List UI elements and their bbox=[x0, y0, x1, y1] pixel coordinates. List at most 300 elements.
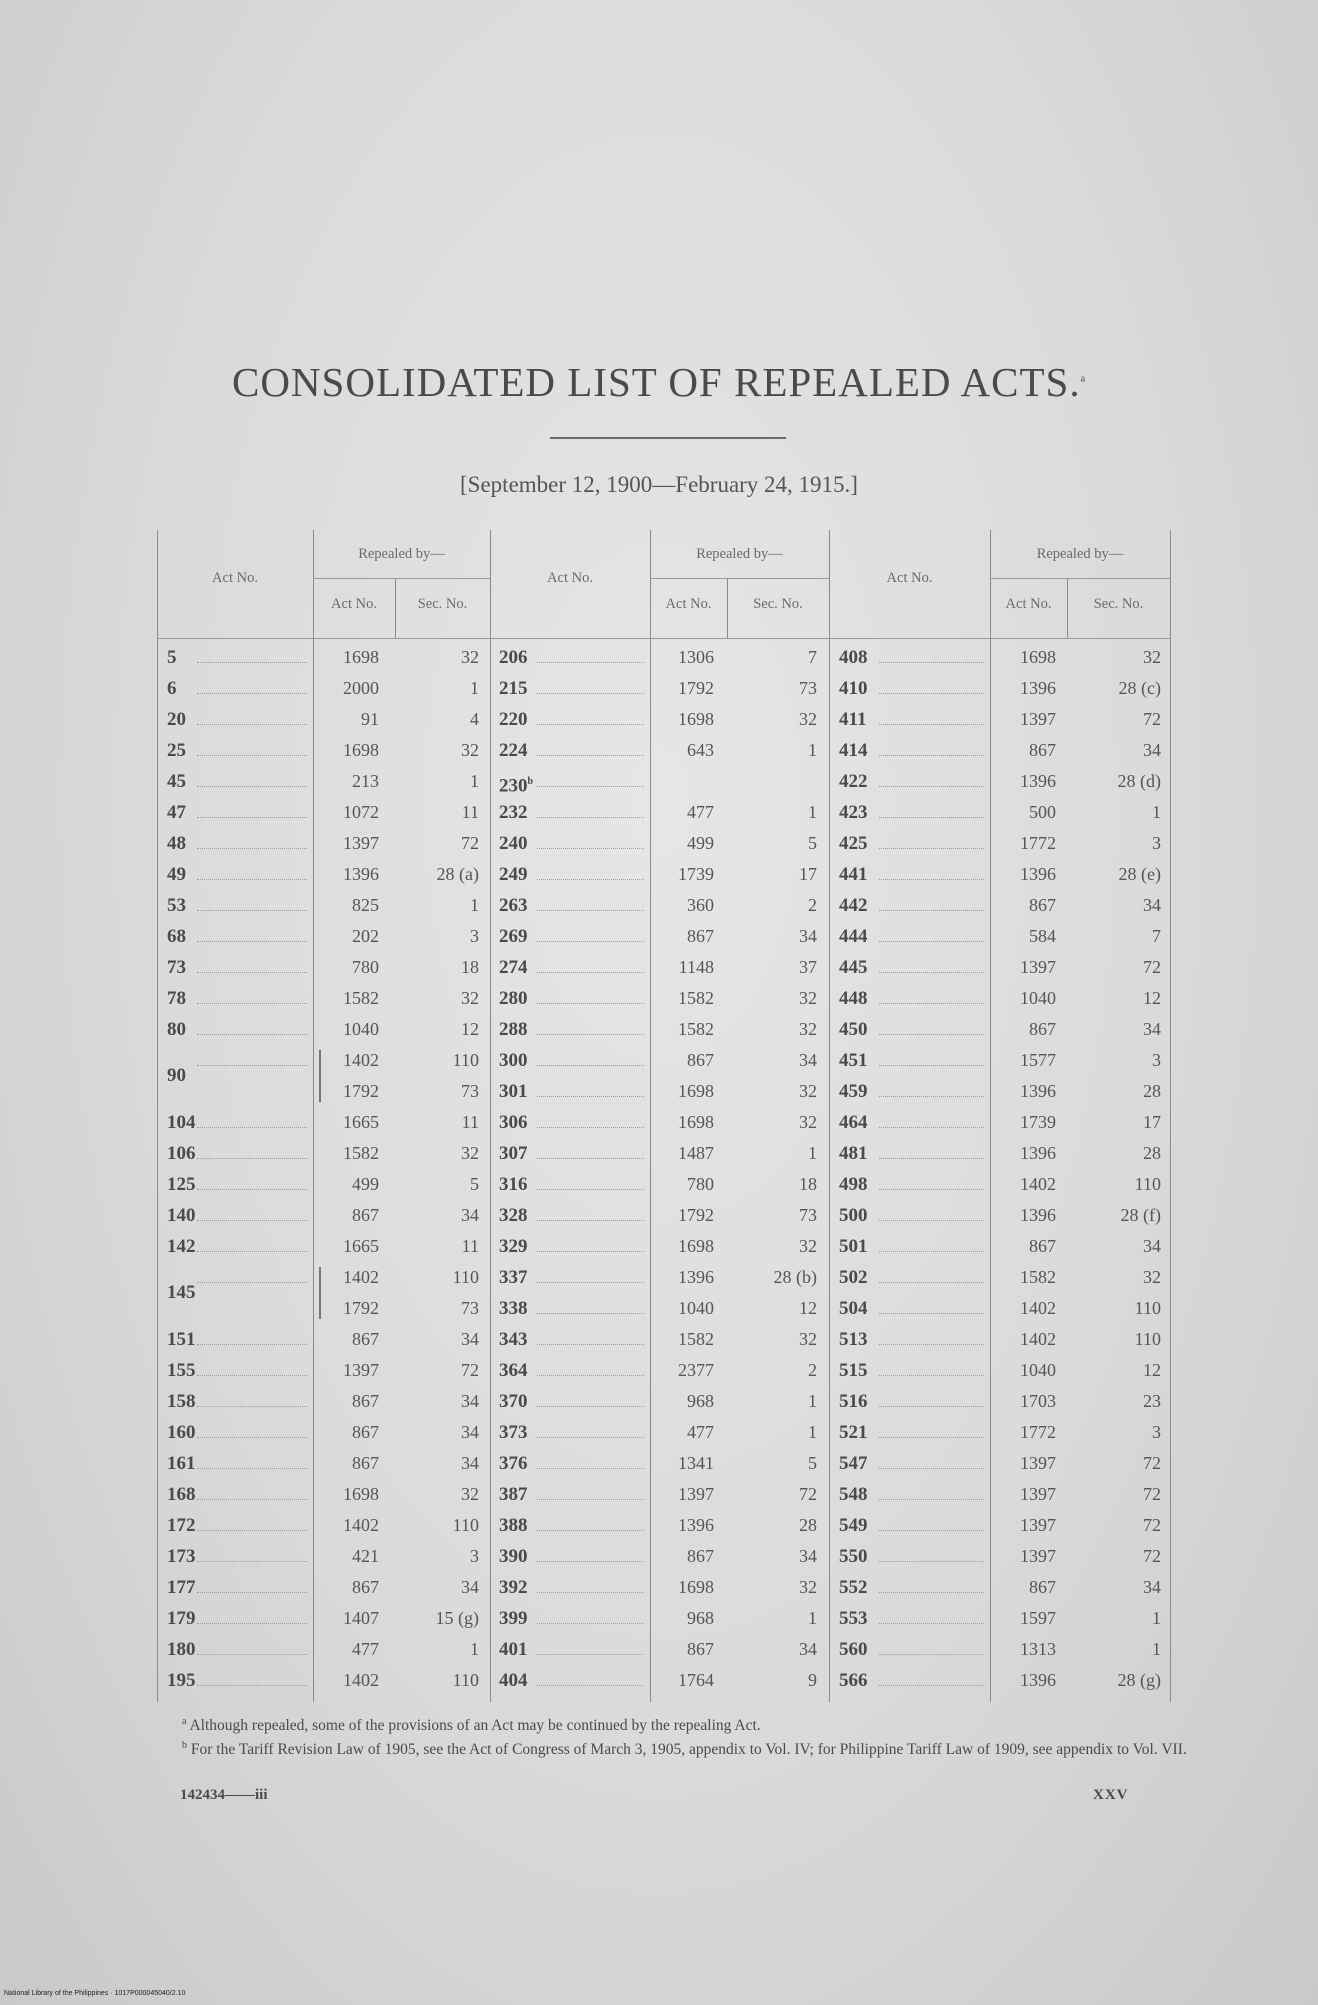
repealing-act-number bbox=[650, 1107, 714, 1138]
header-act-no: Act No. bbox=[547, 570, 593, 586]
cell-text: 553 bbox=[839, 1608, 868, 1629]
repealing-act-number bbox=[650, 921, 714, 952]
act-number bbox=[167, 1510, 307, 1541]
act-number bbox=[167, 1107, 307, 1138]
cell-text: 34 bbox=[461, 1205, 479, 1225]
cell-text: 364 bbox=[499, 1360, 528, 1381]
cell-text: 28 (a) bbox=[436, 864, 479, 884]
act-number bbox=[499, 1448, 644, 1479]
cell-text: 125 bbox=[167, 1174, 196, 1195]
cell-text: 3 bbox=[470, 1546, 479, 1566]
section-number bbox=[395, 983, 479, 1014]
cell-text: 481 bbox=[839, 1143, 868, 1164]
cell-text: 550 bbox=[839, 1546, 868, 1567]
act-number bbox=[839, 1014, 984, 1045]
cell-text: 5 bbox=[470, 1174, 479, 1194]
repealing-act-number bbox=[990, 1107, 1056, 1138]
repealing-act-number bbox=[650, 828, 714, 859]
act-number bbox=[839, 1045, 984, 1076]
section-number bbox=[727, 1076, 817, 1107]
act-number bbox=[839, 1448, 984, 1479]
cell-text: 399 bbox=[499, 1608, 528, 1629]
cell-text: 6 bbox=[167, 678, 177, 699]
header-rep-act-no: Act No. bbox=[665, 596, 712, 612]
footnote-text: Although repealed, some of the provisions of an Act may be continued by the repealing Act. bbox=[189, 1717, 761, 1735]
table-row bbox=[157, 1076, 1171, 1107]
cell-text: 32 bbox=[799, 1081, 817, 1101]
act-number bbox=[499, 1386, 644, 1417]
repealing-act-number bbox=[990, 1076, 1056, 1107]
cell-text: 28 (g) bbox=[1117, 1670, 1161, 1690]
cell-text: 32 bbox=[799, 1329, 817, 1349]
act-number bbox=[167, 828, 307, 859]
section-number bbox=[1067, 859, 1161, 890]
cell-text: 28 bbox=[799, 1515, 817, 1535]
cell-text: 142 bbox=[167, 1236, 196, 1257]
table-row bbox=[157, 1355, 1171, 1386]
cell-text: 73 bbox=[461, 1081, 479, 1101]
cell-text: 34 bbox=[461, 1453, 479, 1473]
act-number bbox=[167, 1076, 307, 1107]
section-number bbox=[727, 1262, 817, 1293]
repealing-act-number bbox=[990, 1634, 1056, 1665]
cell-text: 867 bbox=[352, 1453, 379, 1473]
repealing-act-number bbox=[650, 1076, 714, 1107]
cell-text: 459 bbox=[839, 1081, 868, 1102]
cell-text: 1397 bbox=[1020, 709, 1056, 729]
act-number bbox=[839, 766, 984, 797]
cell-text: 1772 bbox=[1020, 1422, 1056, 1442]
header-sec-no: Sec. No. bbox=[417, 596, 468, 612]
table-rule bbox=[650, 578, 829, 579]
cell-text: 249 bbox=[499, 864, 528, 885]
act-number bbox=[167, 859, 307, 890]
act-number bbox=[167, 704, 307, 735]
repealing-act-number bbox=[990, 797, 1056, 828]
repealing-act-number bbox=[313, 1262, 379, 1293]
act-number bbox=[839, 1231, 984, 1262]
act-number bbox=[839, 735, 984, 766]
cell-text: 1341 bbox=[678, 1453, 714, 1473]
section-number bbox=[727, 766, 817, 797]
footnote-text: For the Tariff Revision Law of 1905, see the Act of Congress of March 3, 1905, appendix to Vol. IV; for Philippine Tariff Law of 1909, see appendix to Vol. VII. bbox=[190, 1741, 1187, 1759]
section-number bbox=[727, 1479, 817, 1510]
act-number bbox=[839, 828, 984, 859]
repealing-act-number bbox=[313, 1603, 379, 1634]
act-number bbox=[499, 1603, 644, 1634]
act-number bbox=[167, 642, 307, 673]
cell-text: 3 bbox=[470, 926, 479, 946]
act-number bbox=[839, 1107, 984, 1138]
cell-text: 72 bbox=[1143, 1484, 1161, 1504]
cell-text: 1 bbox=[1152, 1639, 1161, 1659]
section-number bbox=[727, 797, 817, 828]
cell-text: 1597 bbox=[1020, 1608, 1056, 1628]
act-number bbox=[499, 1200, 644, 1231]
act-number bbox=[839, 1479, 984, 1510]
section-number bbox=[395, 859, 479, 890]
section-number bbox=[395, 642, 479, 673]
repealing-act-number bbox=[990, 1045, 1056, 1076]
title-text: CONSOLIDATED LIST OF REPEALED ACTS. bbox=[231, 359, 1081, 405]
repealing-act-number bbox=[650, 1200, 714, 1231]
section-number bbox=[395, 1045, 479, 1076]
cell-text: 5 bbox=[808, 1453, 817, 1473]
cell-text: 173 bbox=[167, 1546, 196, 1567]
table-row bbox=[157, 890, 1171, 921]
repealing-act-number bbox=[650, 1231, 714, 1262]
cell-text: 1396 bbox=[1020, 1081, 1056, 1101]
repealing-act-number bbox=[313, 890, 379, 921]
cell-text: 401 bbox=[499, 1639, 528, 1660]
act-number bbox=[499, 1355, 644, 1386]
cell-text: 7 bbox=[1152, 926, 1161, 946]
section-number bbox=[1067, 1665, 1161, 1696]
cell-text: 151 bbox=[167, 1329, 196, 1350]
cell-text: 1577 bbox=[1020, 1050, 1056, 1070]
repealing-act-number bbox=[650, 766, 714, 797]
section-number bbox=[727, 704, 817, 735]
cell-text: 1582 bbox=[1020, 1267, 1056, 1287]
cell-text: 1397 bbox=[1020, 1546, 1056, 1566]
cell-text: 34 bbox=[799, 926, 817, 946]
cell-text: 288 bbox=[499, 1019, 528, 1040]
cell-text: 477 bbox=[687, 802, 714, 822]
act-number bbox=[839, 1510, 984, 1541]
cell-text: 1 bbox=[808, 740, 817, 760]
repealing-act-number bbox=[990, 1014, 1056, 1045]
repealing-act-number bbox=[313, 1417, 379, 1448]
cell-text: 3 bbox=[1152, 833, 1161, 853]
table-row bbox=[157, 1417, 1171, 1448]
cell-text: 1397 bbox=[1020, 1484, 1056, 1504]
cell-text: 442 bbox=[839, 895, 868, 916]
cell-text: 1698 bbox=[343, 740, 379, 760]
repealing-act-number bbox=[990, 1200, 1056, 1231]
act-number bbox=[839, 952, 984, 983]
cell-text: 110 bbox=[452, 1267, 479, 1287]
cell-text: 1792 bbox=[343, 1081, 379, 1101]
footnote-mark: a bbox=[182, 1716, 187, 1727]
table-row bbox=[157, 1138, 1171, 1169]
act-number bbox=[839, 1603, 984, 1634]
cell-text: 328 bbox=[499, 1205, 528, 1226]
table-row bbox=[157, 983, 1171, 1014]
cell-text: 867 bbox=[1029, 895, 1056, 915]
repealing-act-number bbox=[313, 1014, 379, 1045]
repealing-act-number bbox=[990, 1603, 1056, 1634]
cell-text: 414 bbox=[839, 740, 868, 761]
repealing-act-number bbox=[650, 1665, 714, 1696]
act-number bbox=[839, 1417, 984, 1448]
repealing-act-number bbox=[313, 828, 379, 859]
date-range-subtitle: [September 12, 1900—February 24, 1915.] bbox=[460, 472, 858, 497]
cell-text: 780 bbox=[352, 957, 379, 977]
cell-text: 11 bbox=[461, 802, 479, 822]
repealing-act-number bbox=[990, 1448, 1056, 1479]
repealing-act-number bbox=[313, 797, 379, 828]
act-number bbox=[839, 1200, 984, 1231]
cell-text: 329 bbox=[499, 1236, 528, 1257]
act-number bbox=[499, 1262, 644, 1293]
section-number bbox=[395, 1572, 479, 1603]
repealing-act-number bbox=[650, 1293, 714, 1324]
repealing-act-number bbox=[650, 1417, 714, 1448]
section-number bbox=[395, 1541, 479, 1572]
act-number bbox=[167, 1634, 307, 1665]
cell-text: 867 bbox=[352, 1391, 379, 1411]
cell-text: 498 bbox=[839, 1174, 868, 1195]
repealing-act-number bbox=[990, 859, 1056, 890]
cell-text: 1 bbox=[808, 1608, 817, 1628]
cell-text: 28 bbox=[1143, 1143, 1161, 1163]
cell-text: 18 bbox=[799, 1174, 817, 1194]
cell-text: 1396 bbox=[678, 1515, 714, 1535]
repealing-act-number bbox=[650, 1479, 714, 1510]
section-number bbox=[395, 952, 479, 983]
cell-text: 274 bbox=[499, 957, 528, 978]
repealing-act-number bbox=[650, 1634, 714, 1665]
repealing-act-number bbox=[313, 673, 379, 704]
cell-text: 499 bbox=[352, 1174, 379, 1194]
cell-text: 1402 bbox=[1020, 1298, 1056, 1318]
section-number bbox=[727, 1324, 817, 1355]
section-number bbox=[395, 1324, 479, 1355]
repealing-act-number bbox=[990, 1231, 1056, 1262]
cell-text: 1 bbox=[808, 1391, 817, 1411]
cell-text: 390 bbox=[499, 1546, 528, 1567]
cell-text: 388 bbox=[499, 1515, 528, 1536]
header-repealed-by: Repealed by— bbox=[696, 546, 783, 562]
cell-text: 110 bbox=[452, 1515, 479, 1535]
cell-text: 23 bbox=[1143, 1391, 1161, 1411]
cell-text: 867 bbox=[1029, 740, 1056, 760]
section-number bbox=[1067, 1169, 1161, 1200]
cell-text: 20 bbox=[167, 709, 186, 730]
section-number bbox=[727, 1603, 817, 1634]
section-number bbox=[727, 1665, 817, 1696]
cell-text: 423 bbox=[839, 802, 868, 823]
section-number bbox=[727, 1417, 817, 1448]
section-number bbox=[727, 921, 817, 952]
repealing-act-number bbox=[313, 1169, 379, 1200]
cell-text: 450 bbox=[839, 1019, 868, 1040]
cell-text: 1397 bbox=[1020, 1453, 1056, 1473]
cell-text: 1072 bbox=[343, 802, 379, 822]
section-number bbox=[395, 1169, 479, 1200]
cell-text: 376 bbox=[499, 1453, 528, 1474]
section-number bbox=[1067, 673, 1161, 704]
repealing-act-number bbox=[990, 1510, 1056, 1541]
cell-text: 195 bbox=[167, 1670, 196, 1691]
section-number bbox=[727, 735, 817, 766]
repealing-act-number bbox=[990, 1541, 1056, 1572]
cell-text: 441 bbox=[839, 864, 868, 885]
cell-text: 1 bbox=[808, 1143, 817, 1163]
act-number bbox=[167, 766, 307, 797]
cell-text: 28 (e) bbox=[1118, 864, 1161, 884]
brace-145 bbox=[319, 1267, 321, 1319]
act-number bbox=[499, 952, 644, 983]
repealing-act-number bbox=[990, 921, 1056, 952]
page-title bbox=[0, 358, 1318, 406]
cell-text: 425 bbox=[839, 833, 868, 854]
cell-text: 1 bbox=[1152, 1608, 1161, 1628]
act-number bbox=[499, 921, 644, 952]
cell-text: 968 bbox=[687, 1391, 714, 1411]
section-number bbox=[1067, 1138, 1161, 1169]
act-number bbox=[499, 828, 644, 859]
cell-text: 12 bbox=[1143, 1360, 1161, 1380]
table-row bbox=[157, 1572, 1171, 1603]
cell-text: 502 bbox=[839, 1267, 868, 1288]
cell-text: 552 bbox=[839, 1577, 868, 1598]
act-number bbox=[839, 1169, 984, 1200]
table-row bbox=[157, 1107, 1171, 1138]
cell-text: 32 bbox=[461, 647, 479, 667]
repealing-act-number bbox=[650, 859, 714, 890]
cell-text: 177 bbox=[167, 1577, 196, 1598]
cell-text: 499 bbox=[687, 833, 714, 853]
act-number bbox=[499, 859, 644, 890]
act-number bbox=[167, 735, 307, 766]
cell-text: 206 bbox=[499, 647, 528, 668]
table-row bbox=[157, 859, 1171, 890]
cell-text: 968 bbox=[687, 1608, 714, 1628]
repealing-act-number bbox=[990, 1665, 1056, 1696]
repealing-act-number bbox=[990, 1169, 1056, 1200]
cell-text: 73 bbox=[167, 957, 186, 978]
cell-text: 73 bbox=[799, 1205, 817, 1225]
repealing-act-number bbox=[650, 890, 714, 921]
cell-text: 867 bbox=[352, 1329, 379, 1349]
cell-text: 3 bbox=[1152, 1050, 1161, 1070]
cell-text: 1582 bbox=[678, 1019, 714, 1039]
section-number bbox=[395, 1386, 479, 1417]
cell-text: 48 bbox=[167, 833, 186, 854]
cell-text: 1 bbox=[470, 771, 479, 791]
cell-text: 213 bbox=[352, 771, 379, 791]
section-number bbox=[1067, 1572, 1161, 1603]
cell-text: 106 bbox=[167, 1143, 196, 1164]
cell-text: 72 bbox=[799, 1484, 817, 1504]
repealing-act-number bbox=[650, 1324, 714, 1355]
cell-text: 1582 bbox=[343, 1143, 379, 1163]
section-number bbox=[1067, 1200, 1161, 1231]
act-number bbox=[499, 673, 644, 704]
cell-text: 32 bbox=[799, 988, 817, 1008]
section-number bbox=[395, 1014, 479, 1045]
cell-text: 72 bbox=[1143, 1515, 1161, 1535]
cell-text: 1698 bbox=[678, 1577, 714, 1597]
repealing-act-number bbox=[990, 766, 1056, 797]
header-rule bbox=[157, 638, 1171, 639]
repealing-act-number bbox=[990, 1138, 1056, 1169]
repealing-act-number bbox=[313, 642, 379, 673]
cell-text: 172 bbox=[167, 1515, 196, 1536]
header-rep-act-no: Act No. bbox=[1005, 596, 1052, 612]
act-number bbox=[167, 1200, 307, 1231]
scan-credit: National Library of the Philippines · 1017P000045040/2.10 bbox=[4, 1990, 186, 1997]
section-number bbox=[1067, 1293, 1161, 1324]
cell-text: 1665 bbox=[343, 1236, 379, 1256]
cell-text: 32 bbox=[461, 1484, 479, 1504]
cell-text: 215 bbox=[499, 678, 528, 699]
cell-text: 1396 bbox=[1020, 678, 1056, 698]
section-number bbox=[395, 1510, 479, 1541]
cell-text: 867 bbox=[352, 1205, 379, 1225]
repealing-act-number bbox=[990, 1417, 1056, 1448]
repealing-act-number bbox=[313, 1572, 379, 1603]
cell-text: 1402 bbox=[343, 1515, 379, 1535]
section-number bbox=[1067, 1479, 1161, 1510]
act-number bbox=[499, 890, 644, 921]
section-number bbox=[1067, 1262, 1161, 1293]
repealing-act-number bbox=[313, 1324, 379, 1355]
print-code: 142434——iii bbox=[180, 1787, 268, 1803]
repealing-act-number bbox=[990, 1293, 1056, 1324]
repealing-act-number bbox=[313, 1510, 379, 1541]
section-number bbox=[727, 1138, 817, 1169]
cell-text: 500 bbox=[1029, 802, 1056, 822]
table-row bbox=[157, 1541, 1171, 1572]
repealing-act-number bbox=[650, 983, 714, 1014]
section-number bbox=[727, 1169, 817, 1200]
cell-text: 1 bbox=[470, 678, 479, 698]
table-row bbox=[157, 921, 1171, 952]
cell-text: 825 bbox=[352, 895, 379, 915]
repealing-act-number bbox=[990, 1386, 1056, 1417]
act-number bbox=[167, 1324, 307, 1355]
cell-text: 521 bbox=[839, 1422, 868, 1443]
act-number bbox=[499, 1510, 644, 1541]
cell-text: 547 bbox=[839, 1453, 868, 1474]
repealing-act-number bbox=[650, 1169, 714, 1200]
section-number bbox=[727, 1541, 817, 1572]
page-number: XXV bbox=[1093, 1787, 1129, 1803]
cell-text: 34 bbox=[461, 1577, 479, 1597]
cell-text: 421 bbox=[352, 1546, 379, 1566]
cell-text: 338 bbox=[499, 1298, 528, 1319]
act-number bbox=[167, 1355, 307, 1386]
act-number bbox=[839, 1076, 984, 1107]
cell-text: 1792 bbox=[343, 1298, 379, 1318]
cell-text: 1698 bbox=[678, 1236, 714, 1256]
act-number bbox=[839, 1634, 984, 1665]
cell-text: 28 (b) bbox=[773, 1267, 817, 1287]
cell-text: 158 bbox=[167, 1391, 196, 1412]
table-row bbox=[157, 735, 1171, 766]
section-number bbox=[395, 1262, 479, 1293]
act-number bbox=[839, 859, 984, 890]
table-row bbox=[157, 1262, 1171, 1303]
cell-text: 1397 bbox=[343, 833, 379, 853]
section-number bbox=[1067, 797, 1161, 828]
act-number bbox=[167, 1231, 307, 1262]
cell-text: 72 bbox=[1143, 957, 1161, 977]
cell-text: 1582 bbox=[678, 988, 714, 1008]
cell-text: 1396 bbox=[1020, 1143, 1056, 1163]
repealing-act-number bbox=[313, 1479, 379, 1510]
cell-text: 12 bbox=[461, 1019, 479, 1039]
cell-text: 1792 bbox=[678, 1205, 714, 1225]
cell-text: 73 bbox=[799, 678, 817, 698]
repealing-act-number bbox=[650, 1603, 714, 1634]
cell-text: 280 bbox=[499, 988, 528, 1009]
act-number bbox=[167, 890, 307, 921]
cell-text: 504 bbox=[839, 1298, 868, 1319]
cell-text: 110 bbox=[452, 1050, 479, 1070]
